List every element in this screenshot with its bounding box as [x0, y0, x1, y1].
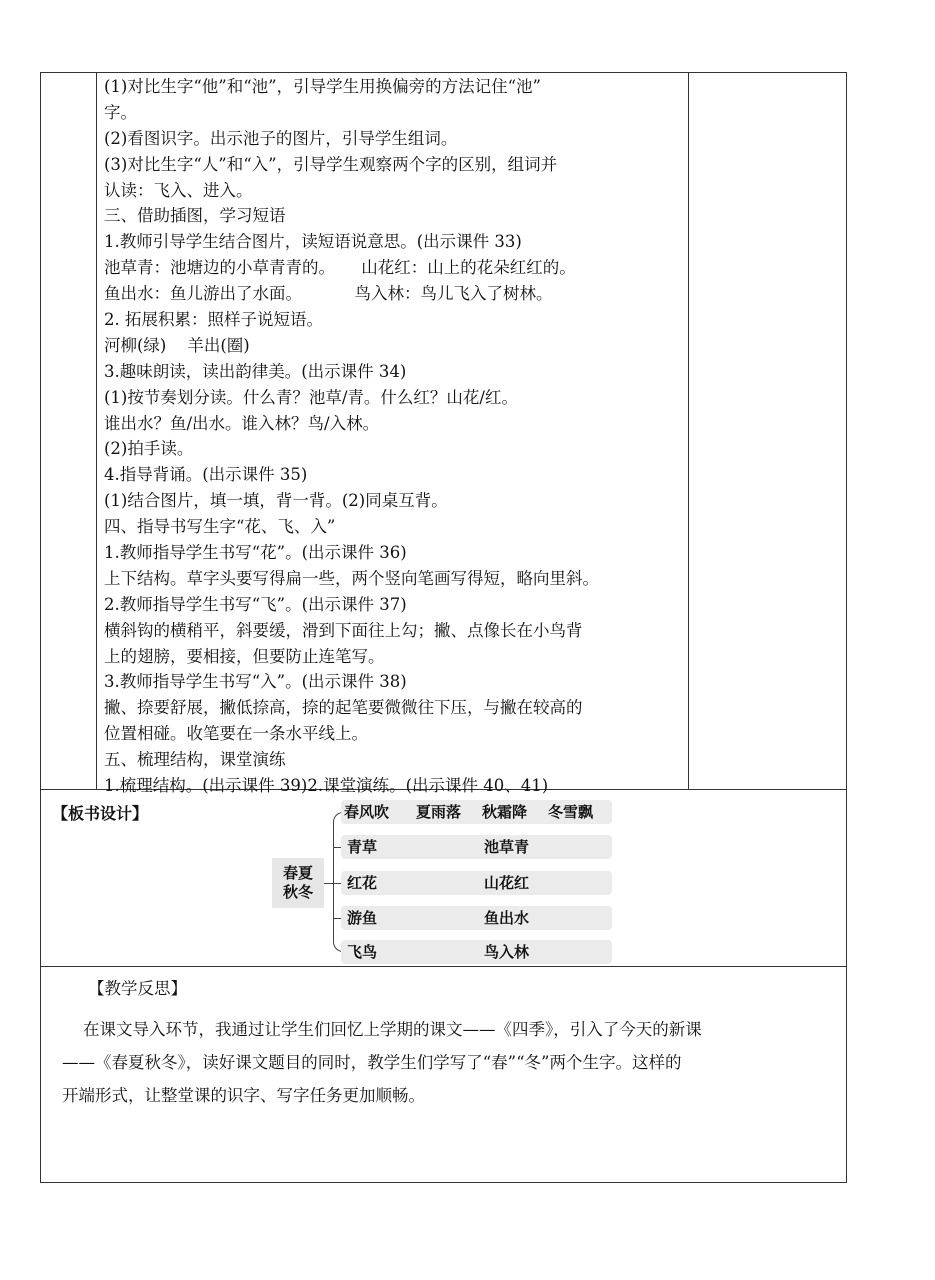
board-cell: 春风吹	[344, 803, 390, 821]
text-line: (2)看图识字。出示池子的图片，引导学生组词。	[104, 128, 458, 148]
board-cell: 鸟入林	[484, 943, 530, 961]
text-line: 鱼出水：鱼儿游出了水面。 鸟入林：鸟儿飞入了树林。	[104, 284, 553, 304]
bracket-tick	[333, 918, 341, 919]
board-root-node	[272, 858, 324, 908]
text-line: 位置相碰。收笔要在一条水平线上。	[104, 724, 368, 744]
text-line: 池草青：池塘边的小草青青的。 山花红：山上的花朵红红的。	[104, 258, 576, 278]
text-line: 1.教师指导学生书写“花”。(出示课件 36)	[104, 543, 407, 563]
board-cell: 夏雨落	[416, 803, 462, 821]
board-row	[341, 940, 612, 964]
text-line: 横斜钩的横稍平，斜要缓，滑到下面往上勾；撇、点像长在小鸟背	[104, 620, 583, 640]
text-line: (1)对比生字“他”和“池”，引导学生用换偏旁的方法记住“池”	[104, 77, 541, 96]
text-line: 1.教师引导学生结合图片，读短语说意思。(出示课件 33)	[104, 232, 522, 252]
text-line: 3.趣味朗读，读出韵律美。(出示课件 34)	[104, 361, 407, 381]
section-heading: 四、指导书写生字“花、飞、入”	[104, 517, 336, 537]
text-line: 河柳(绿) 羊出(圈)	[104, 335, 250, 355]
bracket-connector	[324, 883, 333, 884]
text-line: ——《春夏秋冬》，读好课文题目的同时，教学生们学写了“春”“冬”两个生字。这样的	[62, 1053, 682, 1072]
board-row	[341, 906, 612, 930]
text-line: 4.指导背诵。(出示课件 35)	[104, 465, 308, 485]
board-cell: 游鱼	[347, 909, 378, 927]
text-line: 开端形式，让整堂课的识字、写字任务更加顺畅。	[62, 1086, 425, 1105]
text-line: 3.教师指导学生书写“入”。(出示课件 38)	[104, 672, 407, 692]
board-cell: 红花	[347, 874, 378, 892]
board-cell: 冬雪飘	[548, 803, 594, 821]
board-cell: 飞鸟	[347, 943, 378, 961]
row-divider	[40, 966, 847, 967]
reflection-title: 【教学反思】	[88, 979, 187, 998]
text-line: 2. 拓展积累：照样子说短语。	[104, 310, 323, 330]
text-line: 2.教师指导学生书写“飞”。(出示课件 37)	[104, 594, 407, 614]
root-line: 秋冬	[282, 883, 313, 901]
root-line: 春夏	[282, 864, 313, 882]
reflection-text	[62, 1013, 840, 1112]
text-line: 上的翅膀，要相接，但要防止连笔写。	[104, 646, 385, 666]
text-line: 认读：飞入、进入。	[104, 180, 253, 200]
text-line: (2)拍手读。	[104, 439, 194, 459]
text-line: (3)对比生字“人”和“入”，引导学生观察两个字的区别，组词并	[104, 154, 558, 174]
board-cell: 秋霜降	[482, 803, 528, 821]
bracket-tick	[333, 883, 341, 884]
board-row-seasons	[341, 800, 612, 824]
board-row	[341, 871, 612, 895]
column-divider	[96, 72, 97, 790]
text-line: 1.梳理结构。(出示课件 39)2.课堂演练。(出示课件 40、41)	[104, 776, 549, 796]
bracket-tick	[333, 847, 341, 848]
board-cell: 鱼出水	[484, 909, 530, 927]
lesson-process-text	[104, 74, 688, 799]
text-line: (1)按节奏划分读。什么青？池草/青。什么红？山花/红。	[104, 387, 518, 407]
column-divider	[688, 72, 689, 790]
text-line: 撇、捺要舒展，撇低捺高，捺的起笔要微微往下压，与撇在较高的	[104, 698, 583, 718]
text-line: 字。	[104, 102, 137, 122]
text-line: 谁出水？鱼/出水。谁入林？鸟/入林。	[104, 413, 380, 433]
board-cell: 山花红	[484, 874, 530, 892]
text-line: (1)结合图片，填一填，背一背。(2)同桌互背。	[104, 491, 448, 511]
section-heading: 三、借助插图，学习短语	[104, 206, 286, 226]
board-row	[341, 835, 612, 859]
board-cell: 青草	[347, 838, 378, 856]
text-line: 上下结构。草字头要写得扁一些，两个竖向笔画写得短，略向里斜。	[104, 568, 599, 588]
text-line: 在课文导入环节，我通过让学生们回忆上学期的课文——《四季》，引入了今天的新课	[62, 1020, 702, 1039]
section-heading: 五、梳理结构，课堂演练	[104, 750, 286, 770]
board-cell: 池草青	[484, 838, 530, 856]
board-design-label: 【板书设计】	[52, 804, 149, 823]
